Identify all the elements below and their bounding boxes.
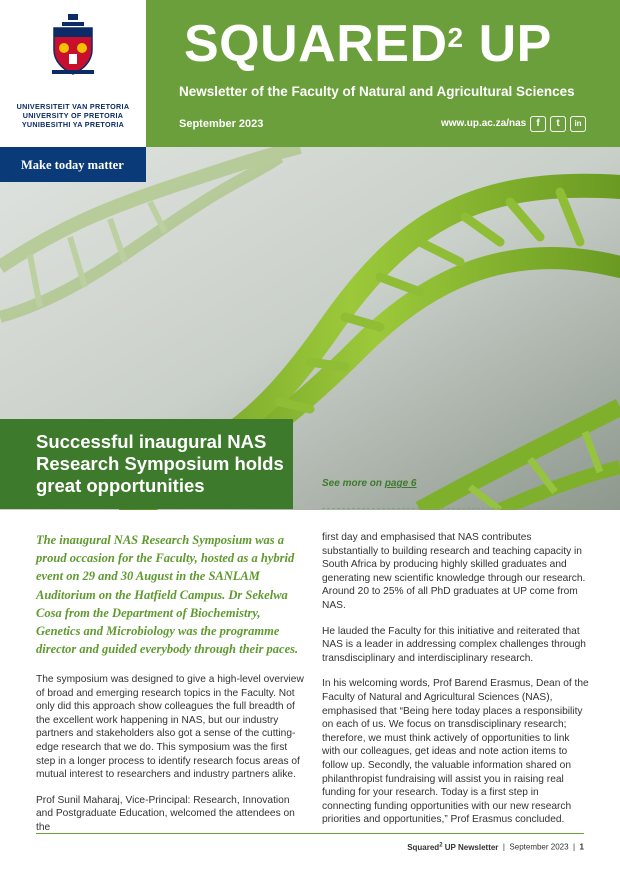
- twitter-icon[interactable]: t: [550, 116, 566, 132]
- article-paragraph: The symposium was designed to give a high-level overview of broad and emerging research topics in the Faculty. Not only did this approach show colleagues the full breadth of the excellent work happening in NAS, but our industry partners and stakeholders also got a sense of the cutting-edge research that we do. This symposium was the first step in a longer process to identify research focus areas of mutual interest to researchers and industry partners alike.: [36, 674, 304, 781]
- website-link[interactable]: www.up.ac.za/nas: [441, 118, 527, 129]
- article-column-right: [322, 531, 590, 839]
- footer-publication-end: UP Newsletter: [442, 842, 499, 852]
- university-names: [0, 102, 146, 130]
- article-paragraph: In his welcoming words, Prof Barend Erasmus, Dean of the Faculty of Natural and Agricultural Sciences (NAS), emphasised that “Being here today places a responsibility on each of us. We focus on transdisciplinary research; therefore, we must think actively of opportunities to link with our colleagues, get ideas and note action items to follow up. Secondly, the valuable information shared on philanthropist fundraising will assist you in raising real funding for your research. Today is a first step in connecting funding opportunities with our new research priorities and opportunities,” Prof Erasmus concluded.: [322, 678, 589, 826]
- university-name-sepedi: YUNIBESITHI YA PRETORIA: [21, 120, 125, 130]
- linkedin-icon[interactable]: in: [570, 116, 586, 132]
- footer-publication: [407, 843, 498, 852]
- see-more-note: [322, 478, 417, 489]
- article-column-left: [36, 673, 308, 847]
- newsletter-title-end: UP: [478, 15, 552, 73]
- article-paragraph: He lauded the Faculty for this initiative and reiterated that NAS is a leader in addressing complex challenges through transdisciplinary and interdisciplinary research.: [322, 625, 586, 664]
- footer-publication-main: Squared: [407, 842, 440, 852]
- page-number: 1: [579, 842, 584, 852]
- newsletter-title-superscript: 2: [447, 22, 464, 53]
- see-more-prefix: See more on: [322, 478, 385, 489]
- footer-date: September 2023: [509, 842, 569, 852]
- issue-date: September 2023: [179, 118, 264, 130]
- university-crest-icon: [48, 14, 98, 76]
- article-headline: Successful inaugural NAS Research Symposium holds great opportunities: [36, 431, 284, 496]
- footer-publication-superscript: 2: [439, 842, 443, 848]
- dashed-divider: [322, 508, 585, 509]
- facebook-icon[interactable]: f: [530, 116, 546, 132]
- see-more-page-link[interactable]: page 6: [384, 478, 417, 489]
- university-motto: Make today matter: [0, 147, 146, 182]
- article-lead: The inaugural NAS Research Symposium was a proud occasion for the Faculty, hosted as a hybrid event on 29 and 30 August in the SANLAM Auditorium on the Hatfield Campus. Dr Sekelwa Cosa from the Department of Biochemistry, Genetics and Microbiology was the programme director and guided everybody through their paces.: [36, 533, 299, 657]
- university-name-afrikaans: UNIVERSITEIT VAN PRETORIA: [16, 102, 130, 111]
- masthead: [146, 0, 620, 147]
- article-paragraph: first day and emphasised that NAS contributes substantially to building research and teaching capacity in South Africa by producing highly skilled graduates and generating new scientific knowledge through our research. Around 20 to 25% of all PhD graduates at UP come from NAS.: [322, 532, 586, 611]
- footer-separator: |: [502, 842, 505, 852]
- newsletter-title-main: SQUARED: [184, 15, 448, 73]
- footer-divider: [36, 833, 584, 834]
- university-name-english: UNIVERSITY OF PRETORIA: [22, 111, 124, 121]
- article-paragraph: Prof Sunil Maharaj, Vice-Principal: Research, Innovation and Postgraduate Education, welcomed the attendees on the: [36, 794, 295, 833]
- newsletter-tagline: Newsletter of the Faculty of Natural and Agricultural Sciences: [179, 84, 575, 99]
- university-logo-block: [0, 0, 146, 147]
- page-footer: [407, 842, 584, 852]
- footer-separator: |: [573, 842, 576, 852]
- newsletter-title: [184, 14, 552, 74]
